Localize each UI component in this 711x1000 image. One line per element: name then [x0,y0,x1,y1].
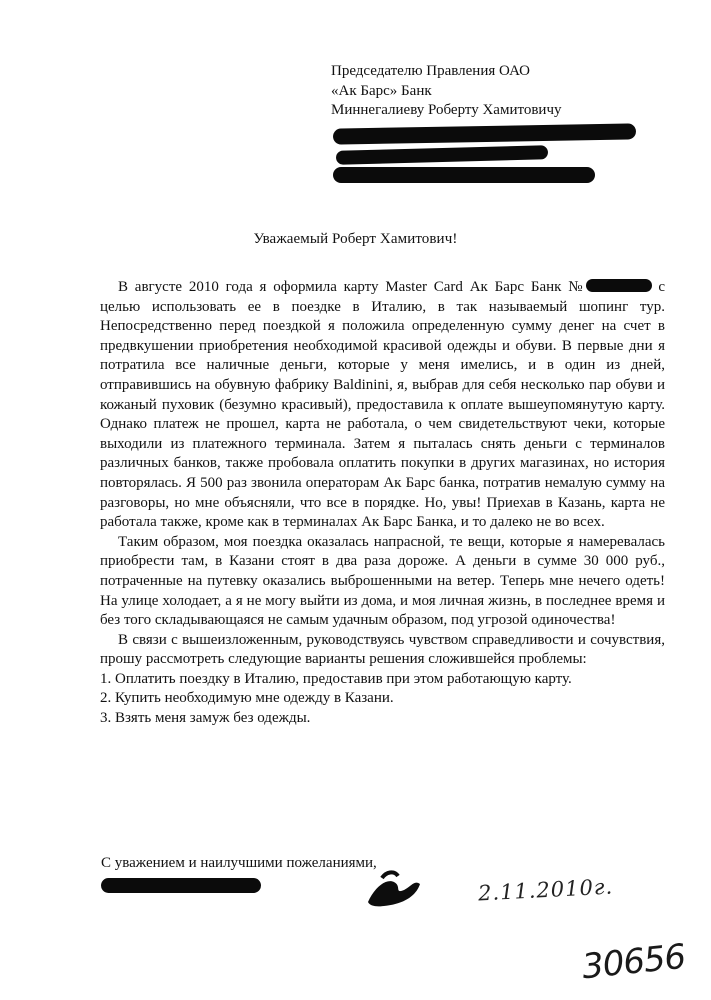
paragraph-1 [100,278,665,533]
handwritten-date: 2.11.2010г. [477,874,614,906]
redacted-address-line-3 [333,167,595,183]
paragraph-2: Таким образом, моя поездка оказалась напрасной, те вещи, которые я намеревалась приобрести там, в Казани стоят в два раза дороже. А деньги в сумме 30 000 руб., потраченные на путевку оказались выброшенными на ветер. Теперь мне нечего одеть! На улице холодает, а я не могу выйти из дома, и моя личная жизнь, в последнее время и без того складывающаяся не самым удачным образом, под угрозой одиночества! [100,533,665,629]
closing-line: С уважением и наилучшими пожеланиями, [101,855,377,871]
paragraph-1-start: В августе 2010 года я оформила карту Master Card Ак Барс Банк № [118,279,586,295]
signature-scribble-icon [364,868,424,910]
addressee-line-3: Миннегалиеву Роберту Хамитовичу [331,102,562,118]
redacted-address-line-2 [336,145,548,165]
addressee-block [331,62,671,121]
addressee-line-2: «Ак Барс» Банк [331,82,432,99]
redacted-card-number [586,279,652,292]
option-2: 2. Купить необходимую мне одежду в Казани. [100,690,394,707]
paragraph-1-rest: с целью использовать ее в поездке в Италию, в так называемый шопинг тур. Непосредственно перед поездкой я положила определенную сумму денег на счет в предвкушении приобретения необходимой красивой одежды и обуви. В первые дни я потратила все наличные деньги, которые у меня имелись, и в один из дней, отправившись на обувную фабрику Baldinini, я, выбрав для себя несколько пар обуви и кожаный пуховик (безумно красивый), предоставила к оплате вышеупомянутую карту. Однако платеж не прошел, карта не работала, о чем свидетельствуют чеки, которые выходили из платежного терминала. Затем я пыталась снять деньги с терминалов различных банков, также пробовала оплатить покупки в других магазинах, но история повторялась. Я 500 раз звонила операторам Ак Барс банка, потратив немалую сумму на разговоры, но мне объясняли, что все в порядке. Но, увы! Приехав в Казань, карта не работала также, кроме как в терминалах Ак Барс Банка, и то далеко не во всех. [100,279,665,531]
addressee-line-1: Председателю Правления ОАО [331,63,531,79]
option-3: 3. Взять меня замуж без одежды. [100,710,311,727]
salutation: Уважаемый Роберт Хамитович! [253,231,458,247]
paragraph-3: В связи с вышеизложенным, руководствуясь чувством справедливости и сочувствия, прошу рассмотреть следующие варианты решения сложившейся проблемы: [100,631,665,668]
option-1: 1. Оплатить поездку в Италию, предоставив при этом работающую карту. [100,670,572,687]
redacted-address-line-1 [333,123,636,144]
registration-number: 30656 [580,936,687,988]
redacted-signer-name [101,878,261,893]
letter-body [100,278,665,729]
options-list [100,670,665,729]
